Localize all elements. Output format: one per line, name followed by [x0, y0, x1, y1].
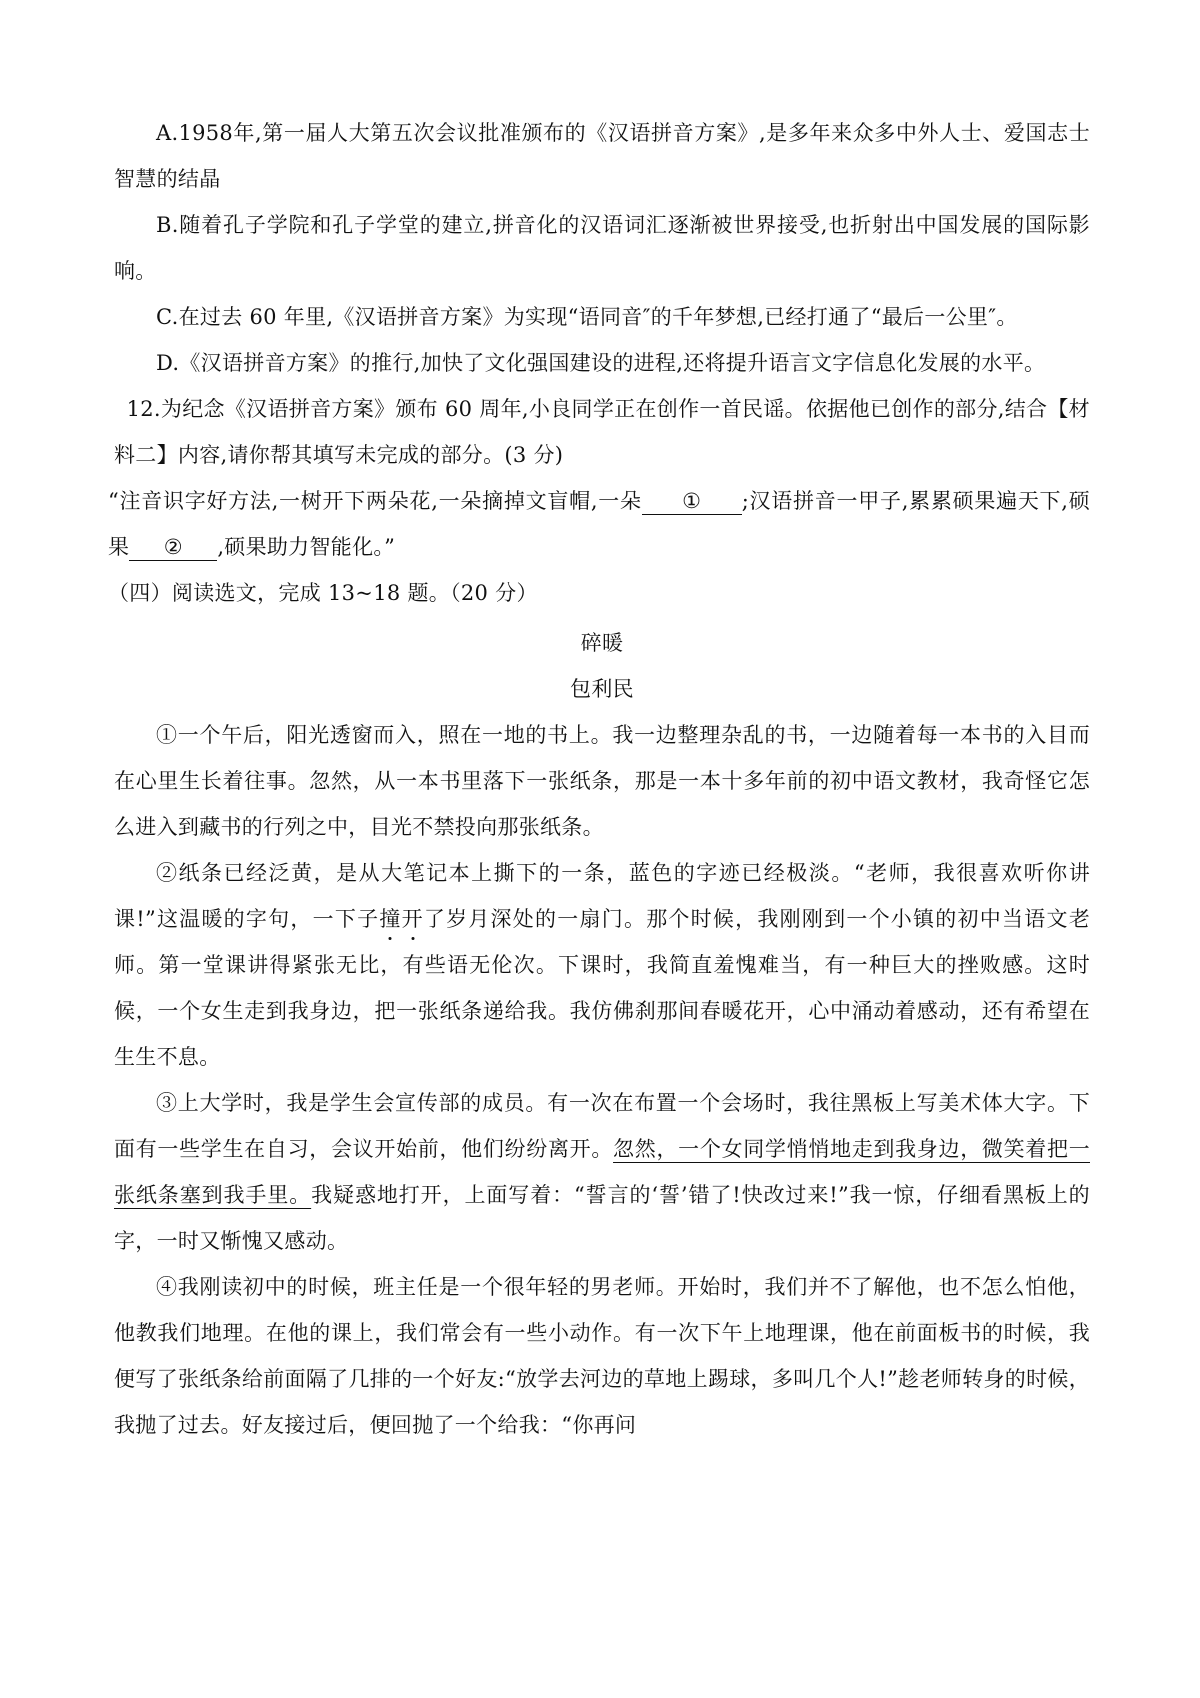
paragraph-3-part-b: 我疑惑地打开，上面写着：“誓言的‘誓’错了!快改过来!”我一惊，仔细看黑板上的字，一时又惭愧又感动。: [114, 1183, 1090, 1253]
article-title: 碎暖: [580, 631, 624, 655]
underlined-sentence: 忽然，一个女同学悄悄地走到我身边，微笑着把一张纸条塞到我手里。: [114, 1137, 1090, 1207]
paragraph-2: [114, 850, 1090, 1080]
answer-blank-2[interactable]: ②: [129, 534, 217, 561]
section-heading: （四）阅读选文，完成 13~18 题。（20 分）: [108, 581, 538, 605]
answer-blank-1[interactable]: ①: [642, 488, 742, 515]
paragraph-4: ④我刚读初中的时候，班主任是一个很年轻的男老师。开始时，我们并不了解他，也不怎么怕他，他教我们地理。在他的课上，我们常会有一些小动作。有一次下午上地理课，他在前面板书的时候，我便写了张纸条给前面隔了几排的一个好友:“放学去河边的草地上踢球，多叫几个人!”趁老师转身的时候，我抛了过去。好友接过后，便回抛了一个给我：“你再问: [114, 1275, 1090, 1437]
option-b: B.随着孔子学院和孔子学堂的建立,拼音化的汉语词汇逐渐被世界接受,也折射出中国发展的国际影响。: [114, 213, 1090, 283]
paragraph-3-part-a: ③上大学时，我是学生会宣传部的成员。有一次在布置一个会场时，我往黑板上写美术体大字。下面有一些学生在自习，会议开始前，他们纷纷离开。: [114, 1091, 1090, 1161]
paragraph-2-part-a: ②纸条已经泛黄，是从大笔记本上撕下的一条，蓝色的字迹已经极淡。“老师，我很喜欢听你讲课!”这温暖的字句，一下子: [114, 861, 1090, 931]
option-d: D.《汉语拼音方案》的推行,加快了文化强国建设的进程,还将提升语言文字信息化发展的水平。: [156, 351, 1046, 375]
emphasis-dot-char-1: 撞: [379, 907, 402, 931]
paragraph-3: [114, 1080, 1090, 1264]
verse-part-2: ;汉语拼音一甲子,累累硕果遍天下,硕果: [108, 489, 1091, 559]
question-12-verse: [108, 478, 1090, 570]
verse-part-1: “注音识字好方法,一树开下两朵花,一朵摘掉文盲帽,一朵: [108, 489, 642, 513]
emphasis-dot-char-2: 开: [401, 907, 424, 931]
paragraph-1: ①一个午后，阳光透窗而入，照在一地的书上。我一边整理杂乱的书，一边随着每一本书的入目而在心里生长着往事。忽然，从一本书里落下一张纸条，那是一本十多年前的初中语文教材，我奇怪它怎么进入到藏书的行列之中，目光不禁投向那张纸条。: [114, 723, 1090, 839]
verse-part-3: ,硕果助力智能化。”: [217, 535, 396, 559]
article-author: 包利民: [570, 677, 634, 701]
paragraph-2-part-b: 了岁月深处的一扇门。那个时候，我刚刚到一个小镇的初中当语文老师。第一堂课讲得紧张无比，有些语无伦次。下课时，我简直羞愧难当，有一种巨大的挫败感。这时候，一个女生走到我身边，把一张纸条递给我。我仿佛刹那间春暖花开，心中涌动着感动，还有希望在生生不息。: [114, 907, 1091, 1069]
option-a: A.1958年,第一届人大第五次会议批准颁布的《汉语拼音方案》,是多年来众多中外人士、爱国志士智慧的结晶: [114, 121, 1090, 191]
question-12-prompt: 12.为纪念《汉语拼音方案》颁布 60 周年,小良同学正在创作一首民谣。依据他已创作的部分,结合【材料二】内容,请你帮其填写未完成的部分。(3 分): [114, 397, 1090, 467]
option-c: C.在过去 60 年里,《汉语拼音方案》为实现“语同音″的千年梦想,已经打通了“最后一公里″。: [156, 305, 1018, 329]
